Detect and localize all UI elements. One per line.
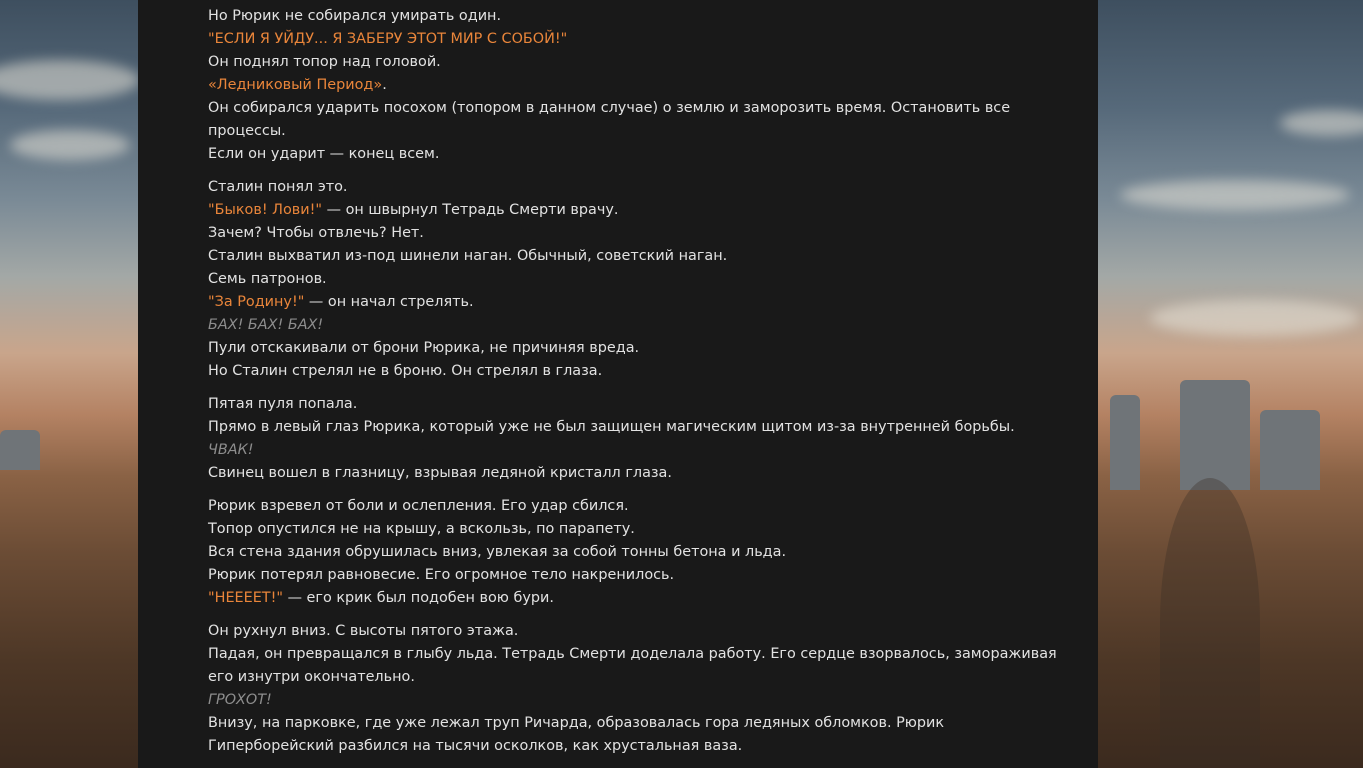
narration-text: Внизу, на парковке, где уже лежал труп Ричарда, образовалась гора ледяных обломков. Рюрик Гиперборейский разбился на тысячи осколков, как хрустальная ваза. — [208, 715, 945, 754]
story-paragraph — [208, 5, 1058, 166]
story-line — [208, 268, 1058, 291]
story-line — [208, 541, 1058, 564]
narration-text: Падая, он превращался в глыбу льда. Тетрадь Смерти доделала работу. Его сердце взорвалось, замораживая его изнутри окончательно. — [208, 646, 1057, 685]
story-line — [208, 28, 1058, 51]
narration-text: Рюрик потерял равновесие. Его огромное тело накренилось. — [208, 567, 675, 583]
story-line — [208, 712, 1058, 758]
story-line — [208, 245, 1058, 268]
dialogue-highlight: "Быков! Лови!" — [208, 202, 323, 218]
story-line — [208, 337, 1058, 360]
story-text — [208, 5, 1058, 768]
narration-text: — его крик был подобен вою бури. — [283, 590, 554, 606]
narration-text: Рюрик взревел от боли и ослепления. Его удар сбился. — [208, 498, 629, 514]
cloud — [1150, 300, 1360, 336]
story-paragraph — [208, 620, 1058, 758]
story-line — [208, 462, 1058, 485]
story-line — [208, 620, 1058, 643]
story-line — [208, 643, 1058, 689]
story-line — [208, 495, 1058, 518]
sound-effect: ЧВАК! — [208, 442, 254, 458]
story-paragraph — [208, 393, 1058, 485]
rock-spire — [1180, 380, 1250, 490]
story-paragraph — [208, 176, 1058, 383]
narration-text: Но Рюрик не собирался умирать один. — [208, 8, 502, 24]
narration-text: — он швырнул Тетрадь Смерти врачу. — [322, 202, 619, 218]
narration-text: Свинец вошел в глазницу, взрывая ледяной кристалл глаза. — [208, 465, 672, 481]
story-line — [208, 291, 1058, 314]
story-line — [208, 176, 1058, 199]
cloud — [0, 60, 140, 100]
narration-text: Но Сталин стрелял не в броню. Он стрелял в глаза. — [208, 363, 603, 379]
narration-text: Он рухнул вниз. С высоты пятого этажа. — [208, 623, 519, 639]
narration-text: Сталин понял это. — [208, 179, 348, 195]
rock-foreground — [1160, 478, 1260, 768]
story-line — [208, 314, 1058, 337]
narration-text: Вся стена здания обрушилась вниз, увлекая за собой тонны бетона и льда. — [208, 544, 787, 560]
narration-text: Он поднял топор над головой. — [208, 54, 441, 70]
rock-spire — [1260, 410, 1320, 490]
dialogue-highlight: "НЕЕЕЕТ!" — [208, 590, 283, 606]
story-line — [208, 564, 1058, 587]
cloud — [1120, 180, 1350, 210]
rock-spire — [1110, 395, 1140, 490]
sound-effect: БАХ! БАХ! БАХ! — [208, 317, 324, 333]
story-line — [208, 51, 1058, 74]
story-line — [208, 439, 1058, 462]
narration-text: Сталин выхватил из-под шинели наган. Обычный, советский наган. — [208, 248, 728, 264]
story-line — [208, 360, 1058, 383]
narration-text: . — [382, 77, 387, 93]
dialogue-highlight: "За Родину!" — [208, 294, 305, 310]
story-line — [208, 689, 1058, 712]
dialogue-highlight: "ЕСЛИ Я УЙДУ... Я ЗАБЕРУ ЭТОТ МИР С СОБОЙ!" — [208, 31, 568, 47]
narration-text: — он начал стрелять. — [304, 294, 474, 310]
narration-text: Зачем? Чтобы отвлечь? Нет. — [208, 225, 424, 241]
story-line — [208, 97, 1058, 143]
story-line — [208, 222, 1058, 245]
narration-text: Он собирался ударить посохом (топором в данном случае) о землю и заморозить время. Остановить все процессы. — [208, 100, 1011, 139]
story-paragraph — [208, 495, 1058, 610]
story-line — [208, 416, 1058, 439]
dialogue-highlight: «Ледниковый Период» — [208, 77, 383, 93]
narration-text: Пятая пуля попала. — [208, 396, 358, 412]
story-line — [208, 199, 1058, 222]
narration-text: Прямо в левый глаз Рюрика, который уже не был защищен магическим щитом из-за внутренней борьбы. — [208, 419, 1015, 435]
cloud — [10, 130, 130, 160]
story-line — [208, 518, 1058, 541]
cloud — [1280, 110, 1363, 136]
story-line — [208, 393, 1058, 416]
story-line — [208, 143, 1058, 166]
narration-text: Семь патронов. — [208, 271, 327, 287]
rock-spire — [0, 430, 40, 470]
sound-effect: ГРОХОТ! — [208, 692, 272, 708]
narration-text: Если он ударит — конец всем. — [208, 146, 440, 162]
narration-text: Пули отскакивали от брони Рюрика, не причиняя вреда. — [208, 340, 640, 356]
story-line — [208, 74, 1058, 97]
story-line — [208, 587, 1058, 610]
narration-text: Топор опустился не на крышу, а вскользь, по парапету. — [208, 521, 635, 537]
story-line — [208, 5, 1058, 28]
reader-panel — [138, 0, 1098, 768]
